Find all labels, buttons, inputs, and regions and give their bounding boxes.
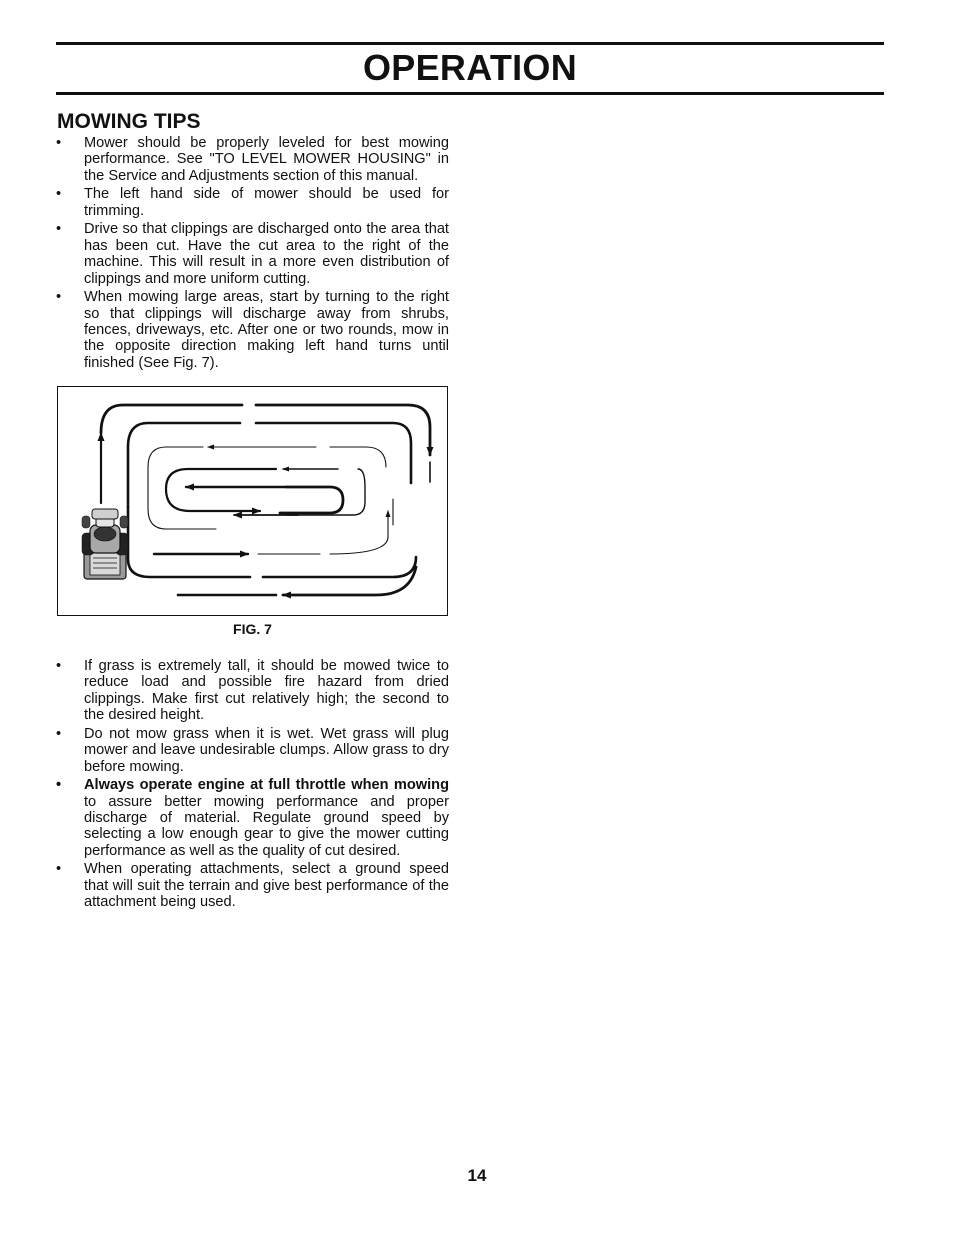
section-heading: MOWING TIPS: [57, 110, 201, 133]
bullet: •: [56, 289, 62, 306]
path-loop2-top-right: [256, 423, 411, 483]
path-loop2-bottom: [128, 507, 250, 577]
list-item: [56, 135, 449, 184]
path-loop3-right-top: [330, 447, 386, 467]
list-item: [56, 861, 449, 910]
tip-text: Do not mow grass when it is wet. Wet grass will plug mower and leave undesirable clumps. Allow grass to dry before mowing.: [84, 725, 449, 775]
bullet: •: [56, 725, 62, 742]
tip-text: The left hand side of mower should be used for trimming.: [84, 186, 449, 219]
path-loop2-top-left: [128, 423, 240, 507]
riding-mower-icon: [82, 509, 128, 579]
header-rule-top: [56, 42, 884, 45]
tip-bold-text: Always operate engine at full throttle when mowing: [84, 777, 449, 794]
tip-text: When mowing large areas, start by turning to the right so that clippings will discharge away from shrubs, fences, driveways, etc. After one or two rounds, mow in the opposite direction making left hand turns until finished (See Fig. 7).: [84, 289, 449, 371]
bullet: •: [56, 777, 62, 794]
bullet: •: [56, 135, 62, 151]
list-item: [56, 186, 449, 219]
path-loop2-bottom-right: [263, 557, 416, 577]
page-number: 14: [467, 1166, 487, 1185]
tip-text: Drive so that clippings are discharged onto the area that has been cut. Have the cut area to the right of the machine. This will result in a more even distribution of clippings and more uniform cutting.: [84, 221, 449, 287]
path-center-loop: [280, 487, 343, 513]
tips-list-top: [56, 135, 449, 373]
path-outer-top: [101, 405, 242, 433]
tip-text: to assure better mowing performance and proper discharge of material. Regulate ground speed by selecting a low enough gear to give the mower cutting performance as well as the quality of cut desired.: [84, 793, 449, 859]
mowing-pattern-illustration: [58, 387, 449, 617]
bullet: •: [56, 658, 62, 674]
figure-mowing-pattern: [57, 386, 448, 616]
bullet: •: [56, 186, 62, 203]
path-loop3-right: [330, 511, 388, 554]
bullet: •: [56, 221, 62, 238]
tip-text: Mower should be properly leveled for best mowing performance. See "TO LEVEL MOWER HOUSING" in the Service and Adjustments section of this manual.: [84, 135, 449, 184]
page-title: OPERATION: [362, 47, 578, 88]
figure-caption: FIG. 7: [233, 621, 272, 637]
tips-list-bottom: [56, 658, 449, 913]
header-rule-bottom: [56, 92, 884, 95]
bullet: •: [56, 861, 62, 878]
list-item: [56, 289, 449, 371]
path-loop4-top-right: [286, 469, 365, 515]
list-item: [56, 221, 449, 287]
tip-text: When operating attachments, select a ground speed that will suit the terrain and give best performance of the attachment being used.: [84, 861, 449, 911]
list-item: [56, 777, 449, 859]
path-outer-bottom: [283, 567, 416, 595]
tip-text: If grass is extremely tall, it should be mowed twice to reduce load and possible fire hazard from dried clippings. Make first cut relatively high; the second to the desired height.: [84, 658, 449, 724]
path-loop4-left: [166, 469, 276, 511]
list-item: [56, 726, 449, 775]
list-item: [56, 658, 449, 724]
